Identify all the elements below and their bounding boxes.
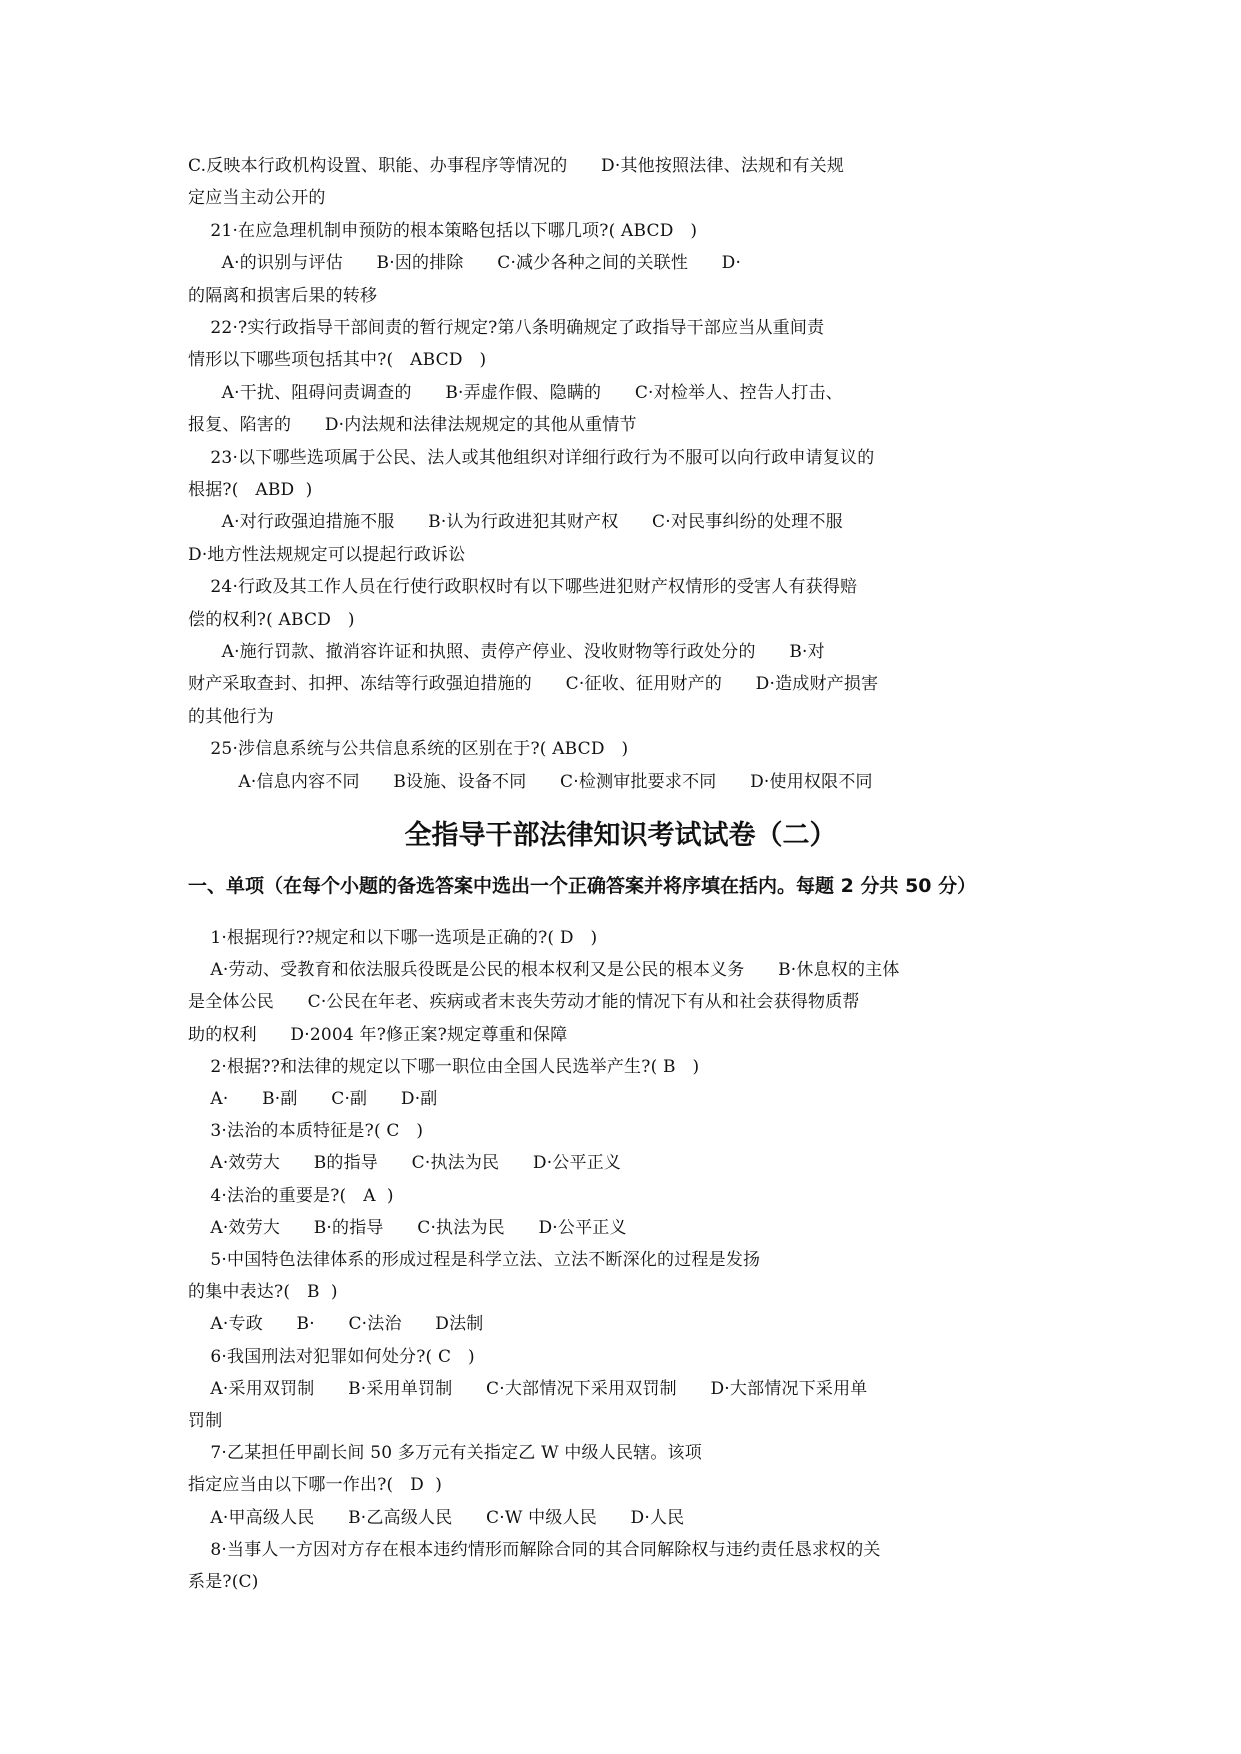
text-line: 罚制	[188, 1411, 223, 1431]
text-line: 7·乙某担任甲副长间 50 多万元有关指定乙 W 中级人民辖。该项	[188, 1443, 702, 1464]
text-line: 6·我国刑法对犯罪如何处分?( C )	[188, 1346, 475, 1367]
text-line: 情形以下哪些项包括其中?( ABCD )	[188, 350, 487, 371]
text-line: 23·以下哪些选项属于公民、法人或其他组织对详细行政行为不服可以向行政申请复议的	[188, 447, 875, 468]
text-line: 根据?( ABD )	[188, 480, 313, 500]
text-line: 25·涉信息系统与公共信息系统的区别在于?( ABCD )	[188, 739, 629, 760]
text-line: A·甲高级人民 B·乙高级人民 C·W 中级人民 D·人民	[188, 1507, 685, 1528]
text-line: 的其他行为	[188, 706, 274, 727]
text-line: A· B·副 C·副 D·副	[188, 1089, 438, 1109]
text-line: 的隔离和损害后果的转移	[188, 285, 378, 306]
text-line: 21·在应急理机制申预防的根本策略包括以下哪几项?( ABCD )	[188, 220, 698, 241]
text-line: D·地方性法规规定可以提起行政诉讼	[188, 544, 466, 565]
text-line: 8·当事人一方因对方存在根本违约情形而解除合同的其合同解除权与违约责任恳求权的关	[188, 1539, 881, 1560]
text-line: A·信息内容不同 B设施、设备不同 C·检测审批要求不同 D·使用权限不同	[188, 771, 873, 792]
text-line: A·专政 B· C·法治 D法制	[188, 1314, 484, 1335]
text-line: 22·?实行政指导干部间责的暂行规定?第八条明确规定了政指导干部应当从重间责	[188, 318, 825, 338]
text-line: 财产采取查封、扣押、冻结等行政强迫措施的 C·征收、征用财产的 D·造成财产损害	[188, 674, 879, 695]
text-line: A·的识别与评估 B·因的排除 C·减少各种之间的关联性 D·	[188, 253, 742, 274]
text-line: A·效劳大 B的指导 C·执法为民 D·公平正义	[188, 1153, 622, 1174]
text-line: 3·法治的本质特征是?( C )	[188, 1121, 424, 1142]
text-line: 定应当主动公开的	[188, 188, 326, 209]
text-line: 报复、陷害的 D·内法规和法律法规规定的其他从重情节	[188, 415, 637, 436]
text-line: A·施行罚款、撤消容许证和执照、责停产停业、没收财物等行政处分的 B·对	[188, 642, 825, 662]
text-line: 5·中国特色法律体系的形成过程是科学立法、立法不断深化的过程是发扬	[188, 1250, 761, 1270]
text-line: 系是?(C)	[188, 1572, 259, 1592]
text-line: 是全体公民 C·公民在年老、疾病或者末丧失劳动才能的情况下有从和社会获得物质帮	[188, 992, 860, 1013]
text-line: A·对行政强迫措施不服 B·认为行政进犯其财产权 C·对民事纠纷的处理不服	[188, 512, 843, 533]
section-heading: 一、单项（在每个小题的备选答案中选出一个正确答案并将序填在括内。每题 2 分共 50 分）	[188, 875, 977, 897]
exam-title: 全指导干部法律知识考试试卷（二）	[404, 820, 837, 851]
text-line: 1·根据现行??规定和以下哪一选项是正确的?( D )	[188, 928, 598, 948]
text-line: A·效劳大 B·的指导 C·执法为民 D·公平正义	[188, 1217, 627, 1238]
text-line: 的集中表达?( B )	[188, 1282, 338, 1303]
text-line: A·劳动、受教育和依法服兵役既是公民的根本权利又是公民的根本义务 B·休息权的主体	[188, 960, 900, 981]
text-line: 偿的权利?( ABCD )	[188, 609, 355, 630]
text-line: C.反映本行政机构设置、职能、办事程序等情况的 D·其他按照法律、法规和有关规	[188, 156, 845, 176]
text-line: 指定应当由以下哪一作出?( D )	[188, 1475, 443, 1496]
text-line: 2·根据??和法律的规定以下哪一职位由全国人民选举产生?( B )	[188, 1056, 700, 1077]
text-line: A·采用双罚制 B·采用单罚制 C·大部情况下采用双罚制 D·大部情况下采用单	[188, 1378, 868, 1399]
text-line: 24·行政及其工作人员在行使行政职权时有以下哪些进犯财产权情形的受害人有获得赔	[188, 577, 858, 598]
text-line: 助的权利 D·2004 年?修正案?规定尊重和保障	[188, 1024, 568, 1045]
text-line: A·干扰、阻碍问责调查的 B·弄虚作假、隐瞒的 C·对检举人、控告人打击、	[188, 382, 843, 403]
text-line: 4·法治的重要是?( A )	[188, 1185, 394, 1206]
